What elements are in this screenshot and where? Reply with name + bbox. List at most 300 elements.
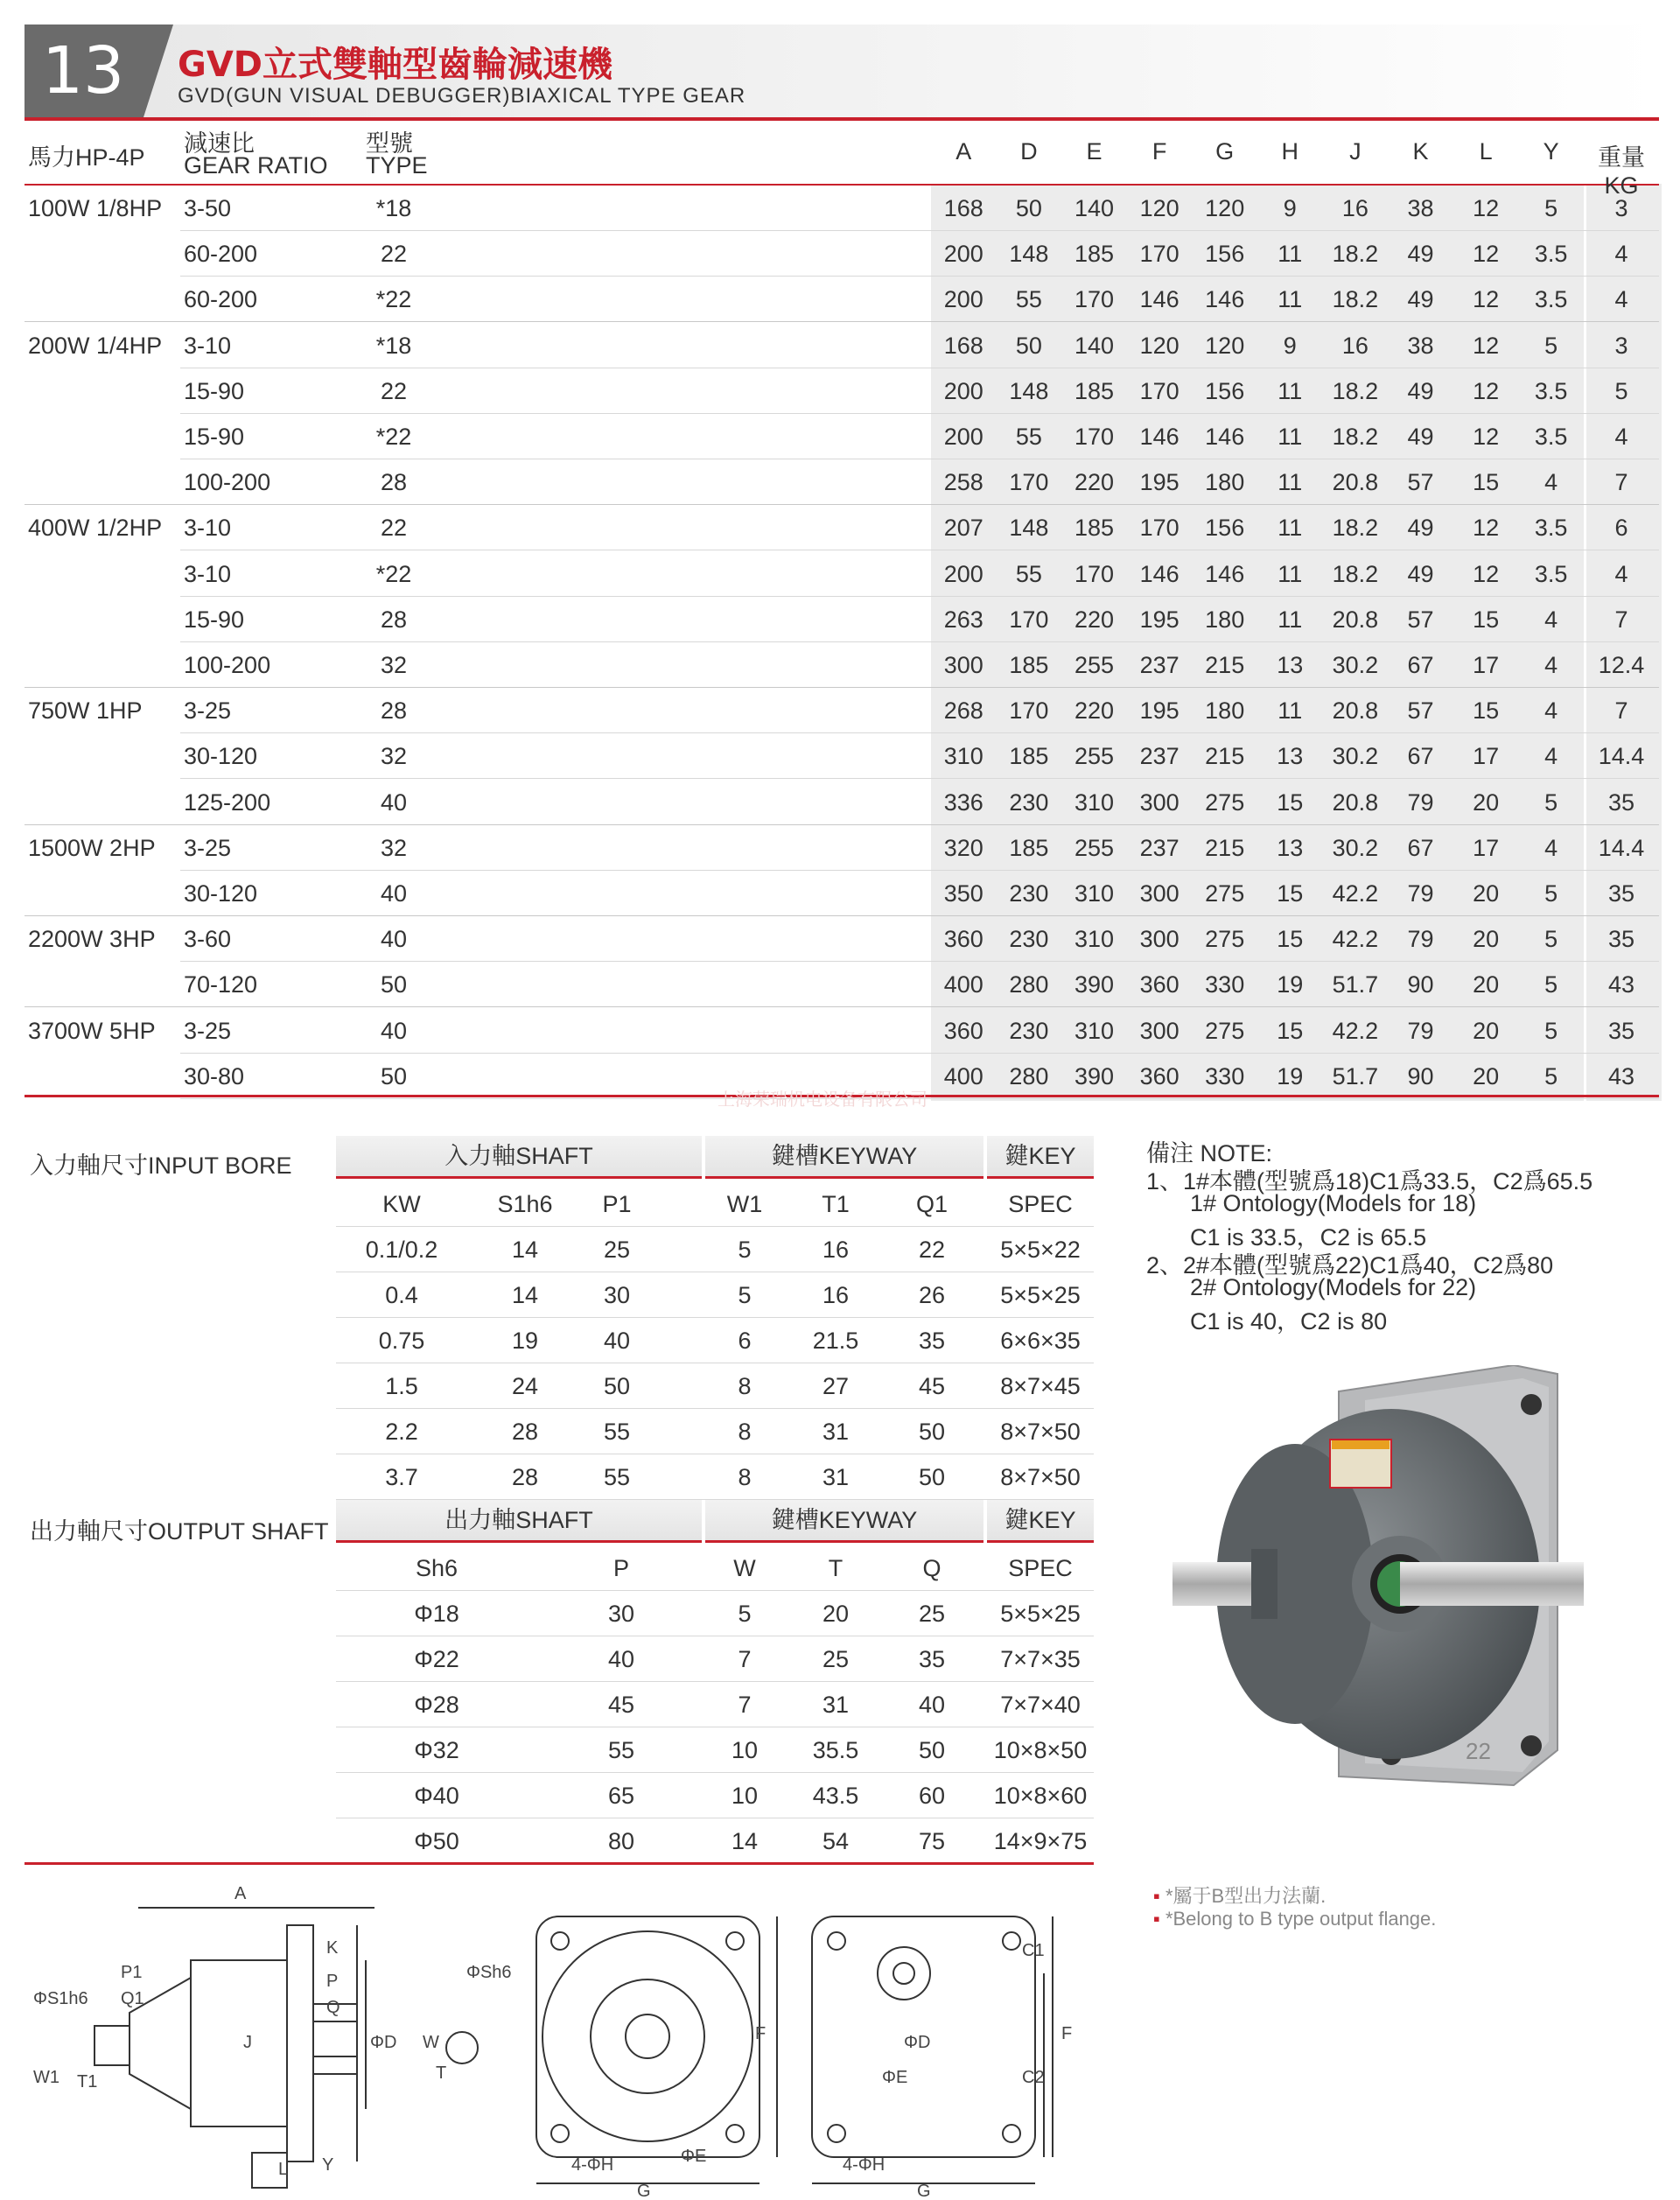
dim-cell: 3.5 <box>1534 515 1568 542</box>
label-W1: W1 <box>33 2068 60 2087</box>
dim-cell: 215 <box>1205 834 1245 861</box>
dim-cell: 140 <box>1074 332 1115 359</box>
dim-cell: 360 <box>943 926 984 953</box>
table-row <box>24 1008 1659 1054</box>
dim-cell: 4 <box>1544 834 1558 861</box>
dim-cell: 146 <box>1139 560 1180 587</box>
dim-cell: 185 <box>1074 241 1115 268</box>
ratio-cell: 3-60 <box>184 926 232 953</box>
column-header: S1h6 <box>497 1191 553 1217</box>
dim-cell: 220 <box>1074 697 1115 725</box>
ratio-cell: 3-50 <box>184 195 232 221</box>
dim-cell: 20 <box>1473 971 1500 998</box>
table-cell: Φ40 <box>414 1783 459 1809</box>
dim-cell: 195 <box>1139 469 1180 496</box>
table-cell: 30 <box>607 1601 635 1627</box>
dim-cell: 146 <box>1139 424 1180 450</box>
table-cell: 0.4 <box>385 1282 418 1308</box>
label-F1: F <box>755 2024 766 2043</box>
page-subtitle: GVD(GUN VISUAL DEBUGGER)BIAXICAL TYPE GEAR <box>178 84 746 108</box>
table-cell: 8 <box>738 1464 752 1490</box>
note-line-4: 2、2#本體(型號爲22)C1爲40，C2爲80 <box>1146 1252 1554 1279</box>
dim-cell: 20.8 <box>1332 788 1379 816</box>
dim-cell: 170 <box>1139 515 1180 542</box>
hp-cell: 100W 1/8HP <box>28 195 163 221</box>
dim-cell: 237 <box>1139 834 1180 861</box>
label-E1: ΦE <box>681 2147 707 2166</box>
dim-cell: 4 <box>1544 606 1558 633</box>
table-row <box>24 825 1659 871</box>
table-cell: 28 <box>511 1419 539 1445</box>
note-title: 備注 NOTE: <box>1146 1140 1273 1167</box>
table-cell: 27 <box>822 1373 850 1399</box>
dim-cell: 330 <box>1205 971 1245 998</box>
table-cell: 40 <box>918 1692 946 1718</box>
dim-cell: 258 <box>943 469 984 496</box>
dim-cell: 5 <box>1544 1017 1558 1044</box>
dim-cell: 336 <box>943 788 984 816</box>
note-line-6: C1 is 40，C2 is 80 <box>1190 1308 1388 1335</box>
type-header-en: TYPE <box>366 152 428 179</box>
product-label: 22 <box>1466 1738 1491 1764</box>
table-cell: 31 <box>822 1419 850 1445</box>
dim-cell: 275 <box>1205 880 1245 907</box>
table-cell: Φ22 <box>414 1646 459 1672</box>
group-header: 鍵KEY <box>987 1136 1094 1179</box>
dim-cell: 237 <box>1139 743 1180 770</box>
table-cell: Φ28 <box>414 1692 459 1718</box>
dim-cell: 49 <box>1407 377 1434 404</box>
table-cell: 40 <box>607 1646 635 1672</box>
section-number: 13 <box>42 33 125 109</box>
label-C2: C2 <box>1022 2068 1045 2087</box>
dim-cell: 350 <box>943 880 984 907</box>
dim-header-l: L <box>1479 138 1493 165</box>
dim-cell: 168 <box>943 195 984 221</box>
table-cell: 54 <box>822 1828 850 1854</box>
weight-cell: 5 <box>1614 377 1628 404</box>
table-row <box>24 551 1659 597</box>
type-cell: *18 <box>375 332 412 359</box>
ratio-cell: 15-90 <box>184 424 245 450</box>
dimension-drawings <box>24 1873 1110 2196</box>
dim-cell: 263 <box>943 606 984 633</box>
table-cell: 16 <box>822 1282 850 1308</box>
dim-cell: 57 <box>1407 697 1434 725</box>
table-cell: 35.5 <box>812 1737 859 1763</box>
dim-cell: 49 <box>1407 286 1434 313</box>
hp-cell <box>28 368 177 414</box>
ratio-cell: 60-200 <box>184 286 258 313</box>
weight-cell: 43 <box>1607 1062 1635 1089</box>
dim-cell: 275 <box>1205 788 1245 816</box>
dim-cell: 146 <box>1139 286 1180 313</box>
dim-cell: 200 <box>943 286 984 313</box>
dim-cell: 15 <box>1473 697 1500 725</box>
ratio-cell: 3-25 <box>184 834 232 861</box>
type-cell: 28 <box>380 606 408 633</box>
page-title: GVD立式雙軸型齒輪減速機 <box>178 45 612 85</box>
dim-cell: 230 <box>1009 788 1049 816</box>
dim-cell: 11 <box>1278 424 1303 450</box>
spec-table-header <box>24 123 1659 199</box>
dim-cell: 18.2 <box>1332 241 1379 268</box>
dim-cell: 310 <box>1074 788 1115 816</box>
dim-cell: 300 <box>943 652 984 678</box>
dim-cell: 55 <box>1015 560 1042 587</box>
dim-cell: 3.5 <box>1534 424 1568 450</box>
table-cell: 45 <box>607 1692 635 1718</box>
table-cell: 25 <box>918 1601 946 1627</box>
label-Q1: Q1 <box>121 1989 144 2008</box>
table-cell: 19 <box>511 1328 539 1354</box>
dim-cell: 170 <box>1074 286 1115 313</box>
hp-cell <box>28 871 177 916</box>
hp-cell <box>28 277 177 322</box>
table-row <box>24 780 1659 825</box>
dim-cell: 280 <box>1009 971 1049 998</box>
header-divider <box>24 117 1659 121</box>
table-row <box>24 733 1659 779</box>
flange-note-en: ▪ *Belong to B type output flange. <box>1153 1908 1437 1930</box>
hp-cell: 2200W 3HP <box>28 926 156 953</box>
dim-cell: 148 <box>1009 377 1049 404</box>
dim-cell: 170 <box>1009 469 1049 496</box>
label-E2: ΦE <box>882 2068 908 2087</box>
dim-cell: 120 <box>1139 332 1180 359</box>
table-cell: 7×7×40 <box>1000 1692 1081 1718</box>
dim-cell: 12 <box>1473 241 1500 268</box>
dim-cell: 215 <box>1205 743 1245 770</box>
dim-cell: 180 <box>1205 697 1245 725</box>
type-cell: *22 <box>375 286 412 313</box>
dim-cell: 20 <box>1473 1017 1500 1044</box>
table-cell: Φ32 <box>414 1737 459 1763</box>
dim-cell: 330 <box>1205 1062 1245 1089</box>
ratio-cell: 30-80 <box>184 1062 245 1089</box>
dim-cell: 18.2 <box>1332 286 1379 313</box>
type-cell: *22 <box>375 424 412 450</box>
dim-cell: 180 <box>1205 469 1245 496</box>
dim-cell: 268 <box>943 697 984 725</box>
dim-cell: 18.2 <box>1332 560 1379 587</box>
label-Q: Q <box>326 1998 340 2017</box>
column-header: Q <box>922 1555 942 1581</box>
dim-cell: 67 <box>1407 652 1434 678</box>
table-cell: 40 <box>603 1328 631 1354</box>
label-Sh6: ΦSh6 <box>466 1963 512 1982</box>
table-cell: 1.5 <box>385 1373 418 1399</box>
weight-cell: 4 <box>1614 560 1628 587</box>
ratio-cell: 125-200 <box>184 788 271 816</box>
dim-cell: 18.2 <box>1332 424 1379 450</box>
dim-cell: 310 <box>1074 926 1115 953</box>
dim-cell: 9 <box>1283 195 1297 221</box>
table-cell: 14 <box>511 1282 539 1308</box>
column-header: KW <box>382 1191 421 1217</box>
dim-cell: 170 <box>1139 241 1180 268</box>
weight-cell: 12.4 <box>1598 652 1645 678</box>
table-cell: 31 <box>822 1464 850 1490</box>
weight-cell: 4 <box>1614 241 1628 268</box>
dim-header-y: Y <box>1543 138 1559 165</box>
dim-cell: 30.2 <box>1332 652 1379 678</box>
table-cell: 26 <box>918 1282 946 1308</box>
dim-cell: 57 <box>1407 606 1434 633</box>
weight-cell: 6 <box>1614 515 1628 542</box>
label-T: T <box>436 2063 447 2083</box>
column-header: W <box>733 1555 756 1581</box>
dim-cell: 3.5 <box>1534 286 1568 313</box>
ratio-cell: 100-200 <box>184 469 271 496</box>
dim-cell: 38 <box>1407 195 1434 221</box>
dim-cell: 20.8 <box>1332 469 1379 496</box>
dim-cell: 275 <box>1205 1017 1245 1044</box>
dim-cell: 13 <box>1277 834 1304 861</box>
table-row <box>24 277 1659 322</box>
label-H2: 4-ΦH <box>843 2155 886 2175</box>
ratio-cell: 30-120 <box>184 880 258 907</box>
table-cell: 21.5 <box>812 1328 859 1354</box>
table-cell: 35 <box>918 1646 946 1672</box>
dim-cell: 12 <box>1473 286 1500 313</box>
table-cell: 50 <box>918 1737 946 1763</box>
type-cell: 40 <box>380 880 408 907</box>
flange-note-cn-text: *屬于B型出力法蘭. <box>1165 1885 1326 1907</box>
dim-cell: 55 <box>1015 424 1042 450</box>
dim-cell: 90 <box>1407 1062 1434 1089</box>
dim-cell: 185 <box>1009 834 1049 861</box>
dim-cell: 15 <box>1277 1017 1304 1044</box>
label-G2: G <box>917 2182 931 2196</box>
ratio-header-en: GEAR RATIO <box>184 152 328 179</box>
dim-cell: 17 <box>1473 743 1500 770</box>
table-row <box>24 962 1659 1007</box>
table-cell: 5×5×25 <box>1000 1282 1081 1308</box>
weight-cell: 4 <box>1614 424 1628 450</box>
hp-cell <box>28 459 177 505</box>
table-row <box>24 916 1659 962</box>
dim-cell: 30.2 <box>1332 743 1379 770</box>
table-cell: 20 <box>822 1601 850 1627</box>
dim-cell: 255 <box>1074 743 1115 770</box>
dim-cell: 3.5 <box>1534 560 1568 587</box>
dim-cell: 200 <box>943 377 984 404</box>
dim-cell: 5 <box>1544 971 1558 998</box>
dim-cell: 185 <box>1009 652 1049 678</box>
flange-note-en-text: *Belong to B type output flange. <box>1165 1908 1437 1930</box>
weight-cell: 14.4 <box>1598 834 1645 861</box>
dim-cell: 255 <box>1074 652 1115 678</box>
group-header: 出力軸SHAFT <box>336 1500 702 1543</box>
table-cell: 7 <box>738 1646 752 1672</box>
type-cell: 32 <box>380 652 408 678</box>
dim-header-h: H <box>1281 138 1299 165</box>
dim-cell: 42.2 <box>1332 1017 1379 1044</box>
weight-cell: 35 <box>1607 880 1635 907</box>
weight-header: 重量KG <box>1598 144 1645 199</box>
gear-reducer-photo <box>1164 1365 1619 1803</box>
table-cell: 8 <box>738 1419 752 1445</box>
table-cell: 14 <box>731 1828 759 1854</box>
dim-cell: 4 <box>1544 743 1558 770</box>
dim-cell: 51.7 <box>1332 1062 1379 1089</box>
dim-cell: 280 <box>1009 1062 1049 1089</box>
dim-cell: 17 <box>1473 834 1500 861</box>
dim-cell: 156 <box>1205 377 1245 404</box>
dim-cell: 20 <box>1473 926 1500 953</box>
table-cell: 55 <box>603 1464 631 1490</box>
hp-cell <box>28 780 177 825</box>
dim-cell: 11 <box>1278 697 1303 725</box>
table-row <box>24 597 1659 642</box>
hp-cell: 200W 1/4HP <box>28 332 163 359</box>
dim-cell: 79 <box>1407 1017 1434 1044</box>
dim-cell: 310 <box>1074 880 1115 907</box>
dim-cell: 79 <box>1407 788 1434 816</box>
dim-cell: 200 <box>943 241 984 268</box>
weight-cell: 7 <box>1614 469 1628 496</box>
dim-cell: 12 <box>1473 515 1500 542</box>
dim-cell: 148 <box>1009 515 1049 542</box>
dim-header-f: F <box>1152 138 1167 165</box>
label-C1: C1 <box>1022 1941 1045 1960</box>
weight-cell: 35 <box>1607 788 1635 816</box>
dim-cell: 49 <box>1407 560 1434 587</box>
label-P: P <box>326 1972 339 1991</box>
dim-cell: 5 <box>1544 1062 1558 1089</box>
dim-cell: 220 <box>1074 606 1115 633</box>
table-cell: 0.75 <box>378 1328 425 1354</box>
dim-cell: 200 <box>943 424 984 450</box>
table-cell: 10 <box>731 1783 759 1809</box>
hp-cell: 400W 1/2HP <box>28 515 163 542</box>
table-cell: 25 <box>822 1646 850 1672</box>
table-cell: 8×7×45 <box>1000 1373 1081 1399</box>
dim-cell: 11 <box>1278 469 1303 496</box>
dim-cell: 18.2 <box>1332 377 1379 404</box>
dim-cell: 90 <box>1407 971 1434 998</box>
dim-cell: 120 <box>1139 195 1180 221</box>
table-cell: 6×6×35 <box>1000 1328 1081 1354</box>
dim-cell: 11 <box>1278 515 1303 542</box>
dim-cell: 20 <box>1473 788 1500 816</box>
dim-cell: 400 <box>943 1062 984 1089</box>
label-D: ΦD <box>370 2033 397 2052</box>
dim-cell: 255 <box>1074 834 1115 861</box>
weight-cell: 14.4 <box>1598 743 1645 770</box>
table-cell: 10 <box>731 1737 759 1763</box>
label-P1: P1 <box>121 1963 143 1982</box>
dim-cell: 4 <box>1544 469 1558 496</box>
label-J: J <box>243 2033 252 2052</box>
dim-cell: 185 <box>1074 377 1115 404</box>
weight-cell: 3 <box>1614 195 1628 221</box>
weight-cell: 35 <box>1607 926 1635 953</box>
table-cell: 0.1/0.2 <box>365 1237 438 1263</box>
dim-cell: 11 <box>1278 377 1303 404</box>
dim-cell: 215 <box>1205 652 1245 678</box>
flange-note-cn: ▪ *屬于B型出力法蘭. <box>1153 1885 1326 1907</box>
dim-cell: 15 <box>1473 606 1500 633</box>
label-S1h6: ΦS1h6 <box>33 1989 88 2008</box>
table-cell: 5 <box>738 1282 752 1308</box>
dim-cell: 12 <box>1473 560 1500 587</box>
dim-cell: 4 <box>1544 652 1558 678</box>
weight-cell: 43 <box>1607 971 1635 998</box>
label-D2: ΦD <box>904 2033 931 2052</box>
table-row <box>24 368 1659 414</box>
table-cell: 14×9×75 <box>993 1828 1088 1854</box>
dim-cell: 12 <box>1473 332 1500 359</box>
column-header: SPEC <box>1008 1555 1073 1581</box>
dim-cell: 20 <box>1473 1062 1500 1089</box>
dim-cell: 57 <box>1407 469 1434 496</box>
dim-cell: 3.5 <box>1534 241 1568 268</box>
group-header: 鍵KEY <box>987 1500 1094 1543</box>
column-header: Q1 <box>915 1191 948 1217</box>
dim-cell: 12 <box>1473 195 1500 221</box>
watermark: 上海荣瑞机电设备有限公司 <box>718 1090 928 1110</box>
type-cell: 22 <box>380 515 408 542</box>
dim-cell: 400 <box>943 971 984 998</box>
table-cell: 5 <box>738 1237 752 1263</box>
table-cell: 80 <box>607 1828 635 1854</box>
dim-cell: 390 <box>1074 1062 1115 1089</box>
dim-cell: 20 <box>1473 880 1500 907</box>
dim-cell: 146 <box>1205 560 1245 587</box>
column-header: W1 <box>726 1191 763 1217</box>
dim-cell: 195 <box>1139 606 1180 633</box>
type-cell: 28 <box>380 469 408 496</box>
type-cell: 28 <box>380 697 408 725</box>
dim-cell: 360 <box>1139 1062 1180 1089</box>
dim-cell: 207 <box>943 515 984 542</box>
dim-cell: 156 <box>1205 515 1245 542</box>
ratio-header-cn: 減速比 <box>184 130 255 157</box>
group-header: 鍵槽KEYWAY <box>705 1136 984 1179</box>
column-header: T <box>828 1555 844 1581</box>
table-cell: 8 <box>738 1373 752 1399</box>
ratio-cell: 15-90 <box>184 377 245 404</box>
weight-cell: 4 <box>1614 286 1628 313</box>
dim-cell: 5 <box>1544 332 1558 359</box>
table-cell: 50 <box>918 1464 946 1490</box>
type-cell: 40 <box>380 1017 408 1044</box>
table-cell: 5×5×22 <box>1000 1237 1081 1263</box>
dim-cell: 50 <box>1015 195 1042 221</box>
page-header <box>24 25 1659 121</box>
dim-cell: 300 <box>1139 926 1180 953</box>
table-cell: 14 <box>511 1237 539 1263</box>
dim-cell: 300 <box>1139 788 1180 816</box>
dim-cell: 146 <box>1205 424 1245 450</box>
table-cell: 8×7×50 <box>1000 1419 1081 1445</box>
dim-cell: 120 <box>1205 195 1245 221</box>
dim-cell: 18.2 <box>1332 515 1379 542</box>
dim-header-e: E <box>1086 138 1102 165</box>
dim-cell: 11 <box>1278 606 1303 633</box>
dim-cell: 185 <box>1009 743 1049 770</box>
table-row <box>24 642 1659 688</box>
dim-cell: 42.2 <box>1332 880 1379 907</box>
dim-cell: 11 <box>1278 241 1303 268</box>
table-row <box>24 688 1659 733</box>
table-cell: 25 <box>603 1237 631 1263</box>
note-line-5: 2# Ontology(Models for 22) <box>1190 1274 1477 1300</box>
dim-cell: 19 <box>1277 971 1304 998</box>
table-cell: 55 <box>603 1419 631 1445</box>
